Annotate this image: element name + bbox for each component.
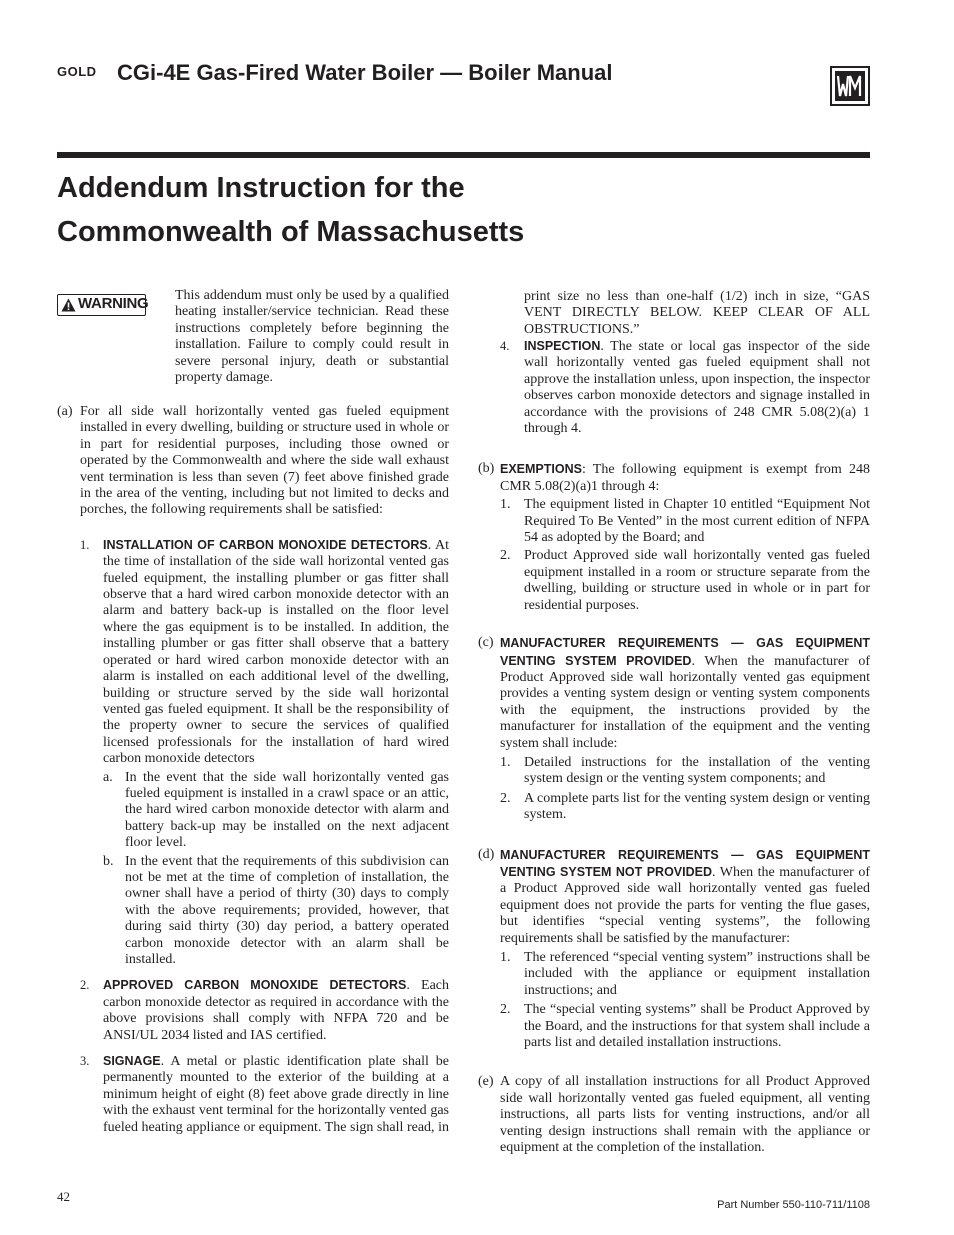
item-text: [524, 338, 870, 437]
section-c-label: (c): [478, 635, 494, 651]
item-text: [103, 537, 449, 768]
item-body: print size no less than one-half (1/2) inch in size, “GAS VENT DIRECTLY BELOW. KEEP CLEAR OF ALL OBSTRUCTIONS.”: [524, 289, 870, 337]
item-text-continued: [524, 288, 870, 338]
page-title-line-2: Commonwealth of Massachusetts: [57, 216, 525, 248]
section-a-item-2: [57, 977, 449, 1044]
item-number: 1.: [500, 754, 511, 770]
sub-item-label: a.: [103, 769, 113, 785]
section-a-item-1-sub-b: [57, 854, 449, 969]
item-heading: INSPECTION: [524, 339, 601, 353]
item-text: The referenced “special venting system” instructions shall be included with the appliance or equipment installation instructions; and: [524, 950, 870, 998]
section-a-item-1-sub-a: [57, 770, 449, 852]
section-d-item-2: [478, 1002, 870, 1051]
item-text: The equipment listed in Chapter 10 entitled “Equipment Not Required To Be Vented” in the most current edition of NFPA 54 as adopted by the Board; and: [524, 497, 870, 546]
item-number: 2.: [500, 1002, 511, 1018]
warning-text: This addendum must only be used by a qualified heating installer/service technician. Read these instructions completely before beginning the installation. Failure to comply could result in severe personal injury, death or substantial property damage.: [175, 288, 449, 386]
section-c: [478, 635, 870, 752]
section-e-label: (e): [478, 1074, 494, 1090]
left-column: [57, 288, 449, 1135]
warning-label: WARNING: [78, 295, 149, 312]
section-b-item-1: [478, 497, 870, 546]
part-number-value: 550-110-711/1108: [782, 1199, 870, 1211]
part-number-label: Part Number: [717, 1199, 783, 1211]
item-number: 2.: [500, 790, 511, 806]
section-c-text: [500, 635, 870, 752]
item-heading: INSTALLATION OF CARBON MONOXIDE DETECTORS: [103, 537, 428, 552]
part-number: [717, 1199, 870, 1211]
page-title: [57, 166, 870, 254]
wm-logo-icon: [830, 66, 870, 106]
warning-badge: [57, 294, 149, 316]
item-body: . A metal or plastic identification plate shall be permanently mounted to the exterior of the building at a minimum height of eight (8) feet above grade directly in line with the exhaust vent terminal for the horizontally vented gas fueled heating appliance or equipment. The sign shall read, in: [103, 1054, 449, 1135]
item-body: . The state or local gas inspector of the side wall horizontally vented gas fueled equipment shall not approve the installation unless, upon inspection, the inspector observes carbon monoxide detectors and signage installed in accordance with the provisions of 248 CMR 5.08(2)(a) 1 through 4.: [524, 339, 870, 437]
sub-item-text: In the event that the side wall horizontally vented gas fueled equipment is installed in a crawl space or an attic, the hard wired carbon monoxide detector with alarm and battery back-up may be installed on the next adjacent floor level.: [125, 769, 449, 851]
section-c-body: . When the manufacturer of Product Approved side wall horizontally vented gas equipment provides a venting system design or venting system components with the equipment, the instructions provided by the manufacturer for installation of the equipment and the venting system shall include:: [500, 653, 871, 751]
section-b: [478, 461, 870, 495]
section-a-item-4: [478, 338, 870, 437]
item-text: [103, 977, 449, 1044]
section-a-label: (a): [57, 404, 73, 419]
item-number: 1.: [500, 950, 511, 965]
page-header: [57, 58, 870, 108]
section-d-text: [500, 847, 870, 947]
section-a-item-1: [57, 537, 449, 768]
item-heading: SIGNAGE: [103, 1054, 161, 1069]
section-b-heading: EXEMPTIONS: [500, 462, 582, 477]
section-a-item-3: [57, 1053, 449, 1135]
section-a-item-3-continued: [478, 288, 870, 338]
gold-label: GOLD: [57, 64, 97, 79]
item-text: Detailed instructions for the installation of the venting system design or the venting system components; and: [524, 754, 870, 787]
item-number: 1.: [500, 497, 511, 513]
manual-title: CGi-4E Gas-Fired Water Boiler — Boiler Manual: [117, 60, 613, 85]
sub-item-text: In the event that the requirements of this subdivision can not be met at the time of completion of installation, the owner shall have a period of thirty (30) days to comply with the above requirements; provided, however, that during said thirty (30) day period, a battery operated carbon monoxide detector with an alarm shall be installed.: [125, 853, 449, 967]
section-d-heading: MANUFACTURER REQUIREMENTS — GAS EQUIPMENT VENTING SYSTEM NOT PROVIDED: [500, 847, 870, 879]
section-e: [478, 1074, 870, 1156]
section-a: [57, 404, 449, 519]
section-b-text: [500, 461, 870, 495]
section-d-item-1: [478, 950, 870, 999]
item-number: 4.: [500, 339, 510, 353]
section-a-text: For all side wall horizontally vented gas fueled equipment installed in every dwelling, building or structure used in whole or in part for residential purposes, including those owned or operated by the Commonwealth and where the side wall exhaust vent termination is less than seven (7) feet above finished grade in the area of the venting, including but not limited to decks and porches, the following requirements shall be satisfied:: [80, 404, 449, 518]
item-body: . Each carbon monoxide detector as required in accordance with the above provisions shall comply with NFPA 720 and be ANSI/UL 2034 listed and IAS certified.: [103, 978, 450, 1043]
section-b-body: : The following equipment is exempt from 248 CMR 5.08(2)(a)1 through 4:: [500, 462, 870, 494]
right-column: [478, 288, 870, 1156]
item-text: The “special venting systems” shall be Product Approved by the Board, and the instructions for that system shall include a parts list and detailed installation instructions.: [524, 1002, 870, 1051]
sub-item-label: b.: [103, 853, 114, 869]
alert-triangle-icon: [61, 298, 76, 312]
item-body: . At the time of installation of the side wall horizontal vented gas fueled equipment, the installing plumber or gas fitter shall observe that a hard wired carbon monoxide detector with an alarm and battery back-up is installed on the floor level where the gas equipment is to be installed. In addition, the installing plumber or gas fitter shall observe that a battery operated or hard wired carbon monoxide detector with an alarm is installed on each additional level of the dwelling, building or structure served by the side wall horizontal vented gas fueled equipment. It shall be the responsibility of the property owner to secure the services of qualified licensed professionals for the installation of hard wired carbon monoxide detectors: [103, 537, 449, 767]
item-text: A complete parts list for the venting system design or venting system.: [524, 790, 870, 823]
item-number: 1.: [80, 537, 90, 552]
item-heading: APPROVED CARBON MONOXIDE DETECTORS: [103, 978, 407, 993]
warning-block: [57, 288, 449, 396]
item-number: 2.: [500, 548, 511, 564]
item-number: 2.: [80, 978, 90, 993]
item-number: 3.: [80, 1054, 90, 1069]
section-d: [478, 847, 870, 947]
section-c-item-1: [478, 755, 870, 788]
item-text: [103, 1053, 449, 1135]
section-e-text: A copy of all installation instructions for all Product Approved side wall horizontally vented gas fueled equipment, all venting instructions, all parts lists for venting instructions, and/or all venting design instructions shall remain with the appliance or equipment at the completion of the installation.: [500, 1074, 870, 1156]
section-d-body: . When the manufacturer of a Product Approved side wall horizontally vented gas fueled equipment does not provide the parts for venting the flue gases, but identifies “special venting systems”, the following requirements shall be satisfied by the manufacturer:: [500, 864, 870, 946]
section-c-item-2: [478, 791, 870, 824]
section-b-item-2: [478, 548, 870, 614]
page-title-line-1: Addendum Instruction for the: [57, 172, 465, 204]
section-d-label: (d): [478, 846, 495, 862]
item-text: Product Approved side wall horizontally vented gas fueled equipment installed in a room or structure separate from the dwelling, building or structure used in whole or in part for residential purposes.: [524, 548, 870, 613]
page-number: 42: [57, 1189, 70, 1204]
section-b-label: (b): [478, 461, 495, 477]
header-rule: [57, 152, 870, 158]
section-c-heading: MANUFACTURER REQUIREMENTS — GAS EQUIPMENT VENTING SYSTEM PROVIDED: [500, 636, 870, 668]
